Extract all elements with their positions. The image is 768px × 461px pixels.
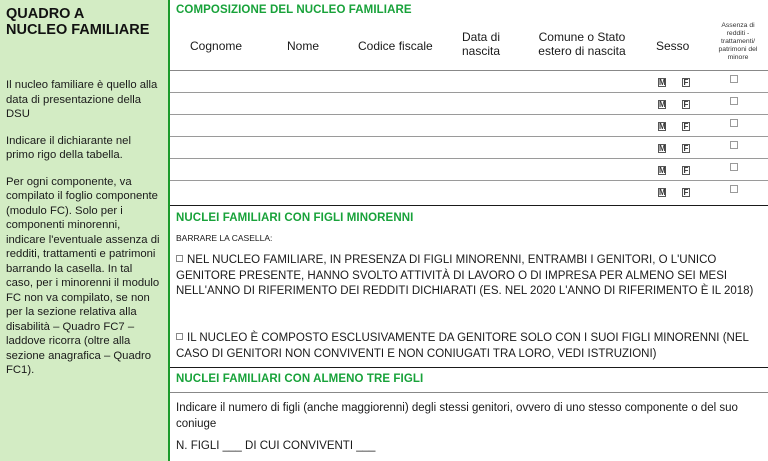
assenza-redditi-checkbox[interactable] bbox=[730, 185, 738, 193]
option-lavoro bbox=[176, 253, 764, 300]
form-main bbox=[170, 0, 768, 461]
assenza-redditi-checkbox[interactable] bbox=[730, 75, 738, 83]
instruction-para-3: Per ogni componente, va compilato il foglio componente (modulo FC). Solo per i componenti minorenni, indicare l'eventuale assenza di redditi, trattamenti e patrimoni barrando la casella. In tal caso, per i minorenni il modulo FC non va compilato, se non per la sezione relativa alla disabilità – Quadro FC7 – laddove ricorra (oltre alla sezione anagrafica – Quadro FC1). bbox=[6, 175, 160, 376]
section-title-tre-figli: NUCLEI FAMILIARI CON ALMENO TRE FIGLI bbox=[176, 373, 424, 385]
barrare-instruction: BARRARE LA CASELLA: bbox=[176, 233, 273, 243]
instruction-para-2: Indicare il dichiarante nel primo rigo della tabella. bbox=[6, 134, 131, 161]
sex-m-checkbox[interactable]: M bbox=[659, 144, 666, 153]
row-separator bbox=[170, 92, 768, 93]
header-data-nascita: Data di nascita bbox=[461, 30, 501, 58]
sex-m-checkbox[interactable]: M bbox=[659, 166, 666, 175]
sex-f-checkbox[interactable]: F bbox=[683, 78, 689, 87]
quadro-title: QUADRO A NUCLEO FAMILIARE bbox=[6, 6, 150, 38]
header-comune: Comune o Stato estero di nascita bbox=[538, 30, 626, 58]
section-divider-2 bbox=[170, 367, 768, 368]
n-figli-field[interactable]: N. FIGLI ___ DI CUI CONVIVENTI ___ bbox=[176, 440, 376, 452]
sex-m-checkbox[interactable]: M bbox=[659, 78, 666, 87]
row-separator bbox=[170, 158, 768, 159]
sex-m-checkbox[interactable]: M bbox=[659, 188, 666, 197]
header-cognome: Cognome bbox=[190, 39, 243, 53]
option-genitore-solo-checkbox[interactable] bbox=[176, 333, 183, 340]
section-divider bbox=[170, 205, 768, 206]
assenza-redditi-checkbox[interactable] bbox=[730, 163, 738, 171]
table-header bbox=[170, 0, 768, 68]
sex-f-checkbox[interactable]: F bbox=[683, 166, 689, 175]
table-row[interactable] bbox=[170, 160, 768, 182]
table-row[interactable] bbox=[170, 182, 768, 204]
tre-figli-instruction: Indicare il numero di figli (anche maggiorenni) degli stessi genitori, ovvero di uno stesso componente o del suo coniuge bbox=[176, 402, 738, 430]
sex-f-checkbox[interactable]: F bbox=[683, 122, 689, 131]
sidebar-instructions bbox=[0, 0, 170, 461]
sex-f-checkbox[interactable]: F bbox=[683, 144, 689, 153]
section-title-minorenni: NUCLEI FAMILIARI CON FIGLI MINORENNI bbox=[176, 212, 414, 224]
sex-m-checkbox[interactable]: M bbox=[659, 100, 666, 109]
section-title-composizione: COMPOSIZIONE DEL NUCLEO FAMILIARE bbox=[176, 4, 412, 16]
section-divider-3 bbox=[170, 392, 768, 393]
table-row[interactable] bbox=[170, 116, 768, 138]
assenza-redditi-checkbox[interactable] bbox=[730, 119, 738, 127]
table-row[interactable] bbox=[170, 72, 768, 94]
instruction-para-1: Il nucleo familiare è quello alla data di presentazione della DSU bbox=[6, 79, 158, 120]
sex-f-checkbox[interactable]: F bbox=[683, 188, 689, 197]
row-separator bbox=[170, 136, 768, 137]
sex-m-checkbox[interactable]: M bbox=[659, 122, 666, 131]
assenza-redditi-checkbox[interactable] bbox=[730, 141, 738, 149]
header-assenza: Assenza di redditi - trattamenti/ patrimoni del minore bbox=[718, 22, 758, 61]
table-row[interactable] bbox=[170, 94, 768, 116]
option-genitore-solo bbox=[176, 331, 764, 362]
table-row[interactable] bbox=[170, 138, 768, 160]
row-separator bbox=[170, 180, 768, 181]
option-genitore-solo-text: IL NUCLEO È COMPOSTO ESCLUSIVAMENTE DA GENITORE SOLO CON I SUOI FIGLI MINORENNI (NEL CASO DI GENITORI NON CONVIVENTI E NON CONIUGATI TRA LORO, VEDI ISTRUZIONI) bbox=[176, 332, 749, 360]
assenza-redditi-checkbox[interactable] bbox=[730, 97, 738, 105]
option-lavoro-checkbox[interactable] bbox=[176, 255, 183, 262]
row-separator bbox=[170, 114, 768, 115]
header-codice-fiscale: Codice fiscale bbox=[358, 39, 433, 53]
sex-f-checkbox[interactable]: F bbox=[683, 100, 689, 109]
header-sesso: Sesso bbox=[656, 39, 690, 53]
table-top-line bbox=[170, 70, 768, 71]
header-nome: Nome bbox=[287, 39, 320, 53]
option-lavoro-text: NEL NUCLEO FAMILIARE, IN PRESENZA DI FIGLI MINORENNI, ENTRAMBI I GENITORI, O L'UNICO GENITORE PRESENTE, HANNO SVOLTO ATTIVITÀ DI LAVORO O DI IMPRESA PER ALMENO SEI MESI NELL'ANNO DI RIFERIMENTO DEI REDDITI DICHIARATI (ES. NEL 2020 L'ANNO DI RIFERIMENTO È IL 2018) bbox=[176, 254, 754, 297]
